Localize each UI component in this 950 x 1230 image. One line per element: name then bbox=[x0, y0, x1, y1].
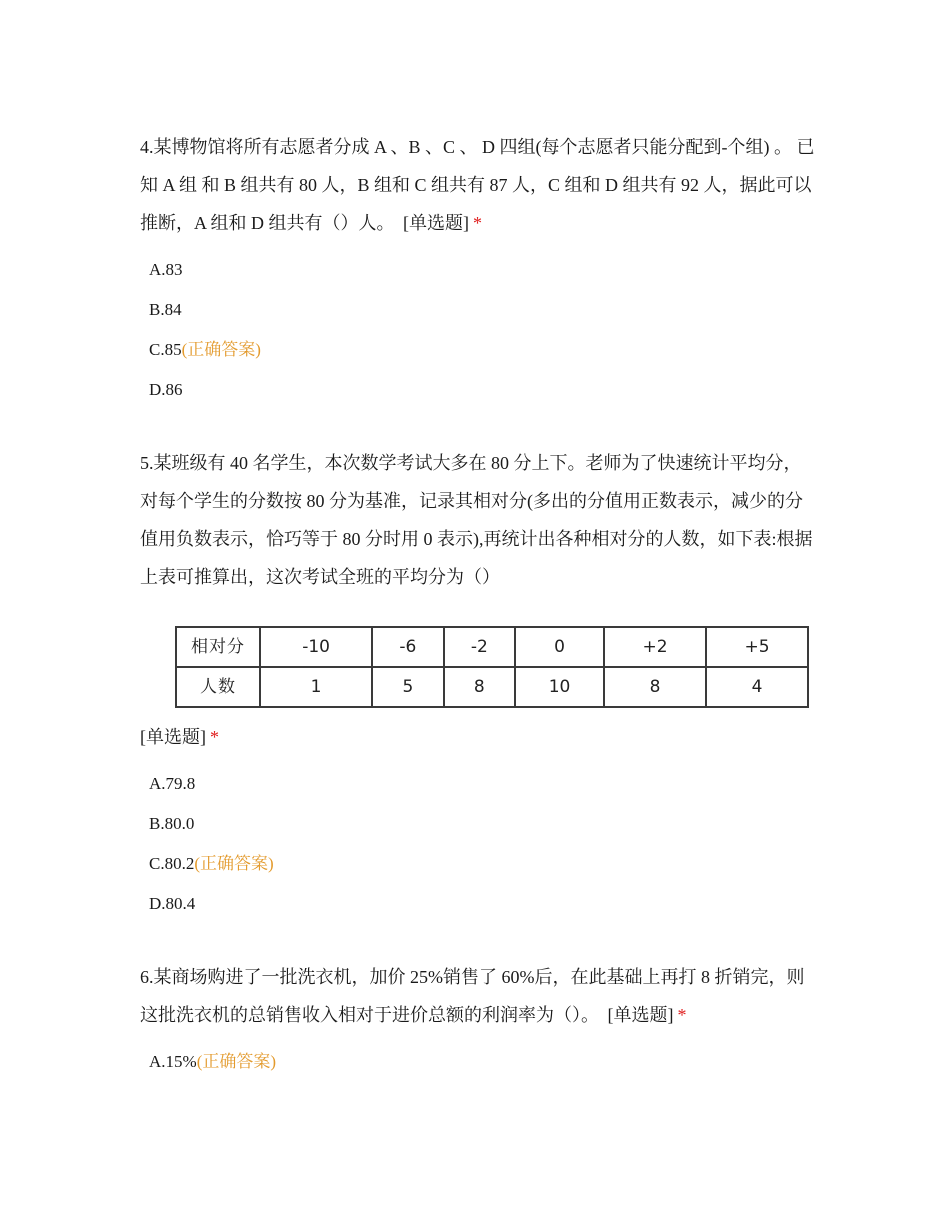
option-a[interactable]: A.83 bbox=[149, 260, 183, 279]
table-row-scores bbox=[176, 627, 808, 667]
question-4-stem: 4.某博物馆将所有志愿者分成 A 、B 、C 、 D 四组(每个志愿者只能分配到-个组) 。 已知 A 组 和 B 组共有 80 人，B 组和 C 组共有 87 人，C 组和 D 组共有 92 人，据此可以推断，A 组和 D 组共有（）人。 bbox=[140, 137, 815, 233]
table-cell-count: 8 bbox=[444, 667, 515, 707]
table-cell-count: 8 bbox=[604, 667, 706, 707]
question-4-options bbox=[140, 250, 815, 410]
correct-answer-tag: (正确答案) bbox=[181, 340, 261, 359]
table-header-relative-score: 相对分 bbox=[176, 627, 260, 667]
question-4 bbox=[140, 128, 815, 410]
required-star: * bbox=[473, 213, 483, 233]
question-6-options bbox=[140, 1042, 815, 1082]
relative-score-table-image bbox=[175, 626, 809, 708]
correct-answer-tag: (正确答案) bbox=[194, 854, 274, 873]
table-cell-score: -6 bbox=[372, 627, 443, 667]
table-cell-score: +2 bbox=[604, 627, 706, 667]
table-row-counts bbox=[176, 667, 808, 707]
table-cell-count: 4 bbox=[706, 667, 808, 707]
table-cell-count: 10 bbox=[515, 667, 604, 707]
question-type-tag: [单选题] bbox=[607, 1005, 674, 1025]
option-c[interactable]: C.80.2(正确答案) bbox=[149, 854, 274, 873]
option-d[interactable]: D.86 bbox=[149, 380, 183, 399]
relative-score-table bbox=[175, 626, 809, 708]
table-header-count: 人数 bbox=[176, 667, 260, 707]
survey-page bbox=[140, 128, 815, 1082]
correct-answer-tag: (正确答案) bbox=[196, 1052, 277, 1071]
table-cell-score: 0 bbox=[515, 627, 604, 667]
table-cell-count: 1 bbox=[260, 667, 372, 707]
table-cell-score: -10 bbox=[260, 627, 372, 667]
table-cell-count: 5 bbox=[372, 667, 443, 707]
option-c[interactable]: C.85(正确答案) bbox=[149, 340, 261, 359]
question-6-stem: 6.某商场购进了一批洗衣机，加价 25%销售了 60%后，在此基础上再打 8 折销完，则这批洗衣机的总销售收入相对于进价总额的利润率为（）。 bbox=[140, 967, 805, 1025]
question-6 bbox=[140, 958, 815, 1082]
question-6-text bbox=[140, 958, 815, 1034]
option-b[interactable]: B.80.0 bbox=[149, 814, 195, 833]
question-5-options bbox=[140, 764, 815, 924]
option-b[interactable]: B.84 bbox=[149, 300, 182, 319]
option-a[interactable]: A.79.8 bbox=[149, 774, 196, 793]
question-5-type-line bbox=[140, 718, 815, 756]
required-star: * bbox=[210, 727, 219, 747]
table-cell-score: -2 bbox=[444, 627, 515, 667]
question-5-text: 5.某班级有 40 名学生，本次数学考试大多在 80 分上下。老师为了快速统计平均分，对每个学生的分数按 80 分为基准，记录其相对分(多出的分值用正数表示，减少的分值用负数表示，恰巧等于 80 分时用 0 表示),再统计出各种相对分的人数，如下表:根据上表可推算出，这次考试全班的平均分为（） bbox=[140, 453, 813, 587]
question-4-text bbox=[140, 128, 815, 242]
question-5 bbox=[140, 444, 815, 924]
option-a[interactable]: A.15%(正确答案) bbox=[149, 1052, 277, 1071]
question-type-tag: [单选题] bbox=[403, 213, 470, 233]
required-star: * bbox=[677, 1005, 687, 1025]
option-d[interactable]: D.80.4 bbox=[149, 894, 196, 913]
question-type-tag: [单选题] bbox=[140, 727, 206, 747]
table-cell-score: +5 bbox=[706, 627, 808, 667]
